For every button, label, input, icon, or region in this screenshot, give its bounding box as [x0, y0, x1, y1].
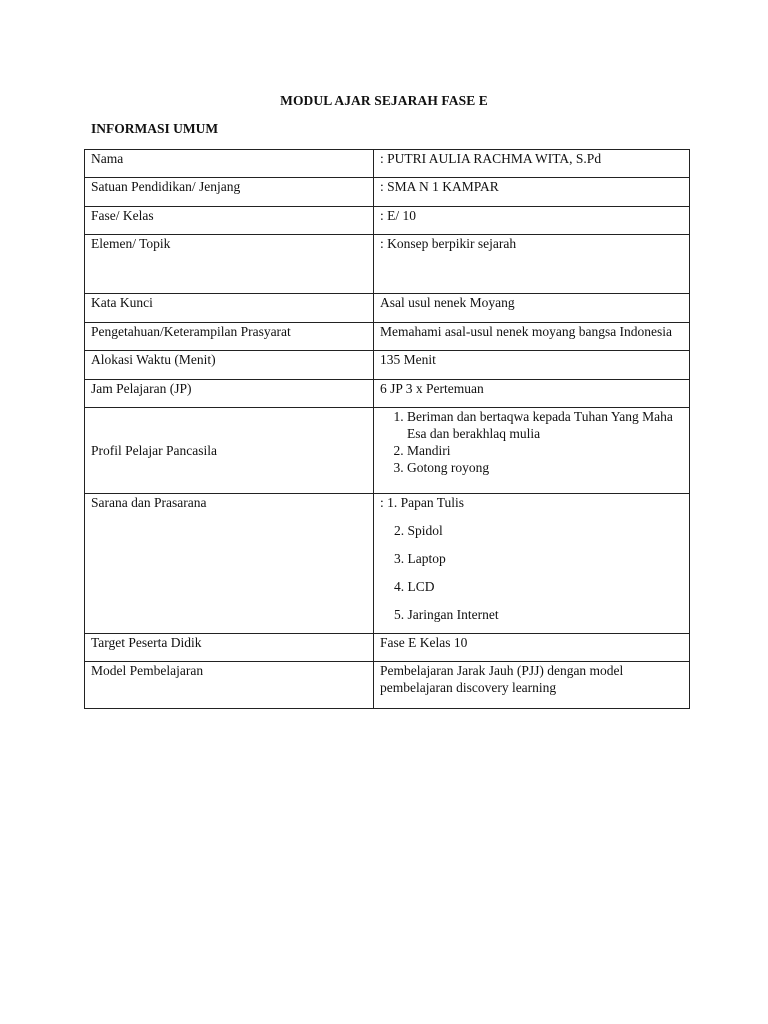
info-table	[84, 149, 690, 709]
list-item: 5. Jaringan Internet	[394, 607, 499, 622]
table-row-kata-kunci	[85, 294, 690, 323]
table-row-jp	[85, 380, 690, 408]
row-value: 6 JP 3 x Pertemuan	[374, 380, 690, 408]
section-heading: INFORMASI UMUM	[91, 121, 219, 136]
list-item: 1. Beriman dan bertaqwa kepada Tuhan Yang Maha Esa dan berakhlaq mulia	[407, 408, 683, 442]
table-row-satuan	[85, 178, 690, 207]
table-row-target	[85, 634, 690, 662]
list-item: 2. Spidol	[394, 523, 443, 538]
row-label: Satuan Pendidikan/ Jenjang	[85, 178, 374, 207]
table-row-alokasi	[85, 351, 690, 380]
row-label: Kata Kunci	[85, 294, 374, 323]
row-label: Fase/ Kelas	[85, 207, 374, 235]
profil-list	[380, 408, 683, 476]
row-label: Target Peserta Didik	[85, 634, 374, 662]
row-label: Pengetahuan/Keterampilan Prasyarat	[85, 323, 374, 351]
table-row-model	[85, 662, 690, 709]
row-value: Asal usul nenek Moyang	[374, 294, 690, 323]
row-value	[374, 408, 690, 494]
list-item: : 1. Papan Tulis	[380, 495, 465, 510]
row-label: Profil Pelajar Pancasila	[85, 408, 374, 494]
document-title: MODUL AJAR SEJARAH FASE E	[280, 93, 488, 108]
row-label: Sarana dan Prasarana	[85, 494, 374, 634]
row-value	[374, 494, 690, 634]
row-label: Jam Pelajaran (JP)	[85, 380, 374, 408]
row-label: Alokasi Waktu (Menit)	[85, 351, 374, 380]
row-label: Nama	[85, 150, 374, 178]
table-row-fase	[85, 207, 690, 235]
table-row-prasyarat	[85, 323, 690, 351]
row-value: : E/ 10	[374, 207, 690, 235]
row-value: : SMA N 1 KAMPAR	[374, 178, 690, 207]
table-row-sarana	[85, 494, 690, 634]
table-row-nama	[85, 150, 690, 178]
row-value: : Konsep berpikir sejarah	[374, 235, 690, 294]
row-label: Elemen/ Topik	[85, 235, 374, 294]
row-label: Model Pembelajaran	[85, 662, 374, 709]
list-item: 4. LCD	[394, 579, 435, 594]
table-row-elemen	[85, 235, 690, 294]
row-value: 135 Menit	[374, 351, 690, 380]
list-item: 3. Gotong royong	[407, 459, 683, 476]
row-value: : PUTRI AULIA RACHMA WITA, S.Pd	[374, 150, 690, 178]
row-value: Memahami asal-usul nenek moyang bangsa Indonesia	[374, 323, 690, 351]
row-value: Fase E Kelas 10	[374, 634, 690, 662]
row-value: Pembelajaran Jarak Jauh (PJJ) dengan model pembelajaran discovery learning	[374, 662, 690, 709]
list-item: 3. Laptop	[394, 551, 446, 566]
table-row-profil	[85, 408, 690, 494]
list-item: 2. Mandiri	[407, 442, 683, 459]
